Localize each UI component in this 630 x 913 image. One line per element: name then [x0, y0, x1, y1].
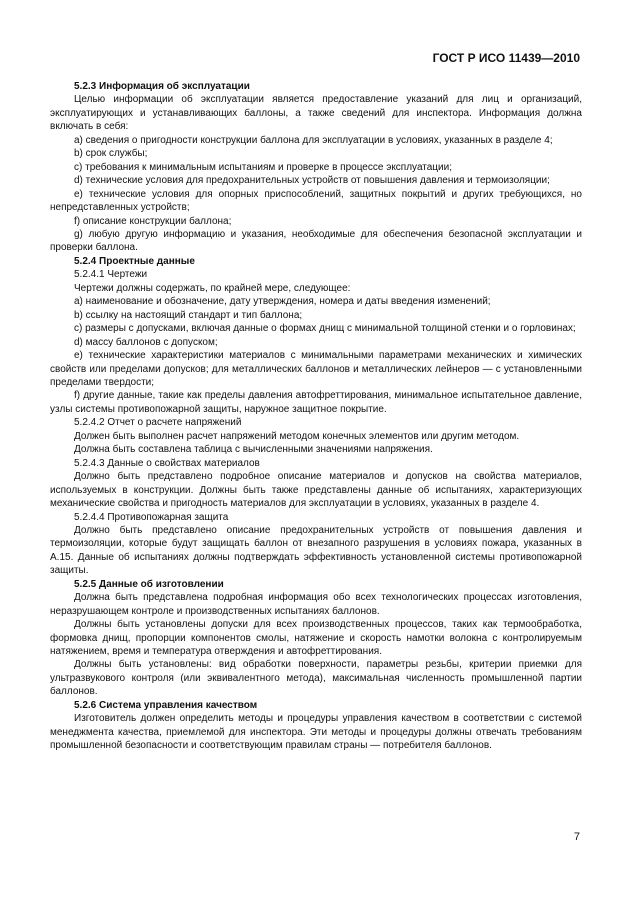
paragraph: Должны быть установлены допуски для всех производственных процессов, таких как термообработка, формовка днищ, пропорции компонентов смолы, натяжение и скорость намотки волокна с контролируемым натяжением, время и температура отверждения и автофреттирования. [50, 619, 582, 658]
paragraph: 5.2.4.3 Данные о свойствах материалов [74, 457, 260, 469]
section-heading: 5.2.6 Система управления качеством [74, 699, 258, 711]
paragraph: a) сведения о пригодности конструкции баллона для эксплуатации в условиях, указанных в разделе 4; [74, 134, 553, 146]
paragraph: 5.2.4.1 Чертежи [74, 269, 148, 281]
paragraph: 5.2.4.4 Противопожарная защита [74, 511, 229, 523]
paragraph: Изготовитель должен определить методы и процедуры управления качеством в соответствии с системой менеджмента качества, приемлемой для инспектора. Эти методы и процедуры должны отвечать требованиям промышленной безопасности и соответствующим правилам страны — потребителя баллонов. [50, 713, 582, 752]
section-heading: 5.2.5 Данные об изготовлении [74, 578, 224, 590]
paragraph: d) технические условия для предохранительных устройств от повышения давления и термоизоляции; [74, 175, 550, 187]
paragraph: Чертежи должны содержать, по крайней мере, следующее: [74, 282, 351, 294]
paragraph: Должна быть представлена подробная информация обо всех технологических процессах изготовления, неразрушающем контроле и производственных испытаниях баллонов. [50, 592, 582, 617]
paragraph: f) другие данные, такие как пределы давления автофреттирования, минимальное испытательное давление, узлы системы противопожарной защиты, наружное защитное покрытие. [50, 390, 582, 415]
document-body [50, 80, 582, 753]
document-header: ГОСТ Р ИСО 11439—2010 [432, 51, 580, 65]
paragraph: Должны быть установлены: вид обработки поверхности, параметры резьбы, критерии приемки для ультразвукового контроля (или эквивалентного метода), максимальная численность промышленной партии баллонов. [50, 659, 582, 698]
paragraph: a) наименование и обозначение, дату утверждения, номера и даты введения изменений; [74, 296, 491, 308]
paragraph: e) технические характеристики материалов с минимальными параметрами механических и химических свойств или пределами допусков; для металлических баллонов и металлических лейнеров — с установленными пределами твердости; [50, 350, 582, 388]
paragraph: e) технические условия для опорных приспособлений, защитных покрытий и других требующихся, но непредставленных устройств; [50, 188, 582, 214]
paragraph: c) размеры с допусками, включая данные о формах днищ с минимальной толщиной стенки и о горловинах; [74, 323, 576, 335]
page-number: 7 [573, 831, 580, 843]
paragraph: Должен быть выполнен расчет напряжений методом конечных элементов или другим методом. [74, 430, 520, 442]
paragraph: g) любую другую информацию и указания, необходимые для обеспечения безопасной эксплуатации и проверки баллона. [50, 228, 582, 254]
paragraph: Целью информации об эксплуатации является предоставление указаний для лиц и организаций, эксплуатирующих и устанавливающих баллоны, а также сведений для инспектора. Информация должна включать в себя: [50, 94, 582, 133]
paragraph: Должно быть представлено подробное описание материалов и допусков на свойства материалов, используемых в конструкции. Должны быть также представлены данные об испытаниях, характеризующих механические свойства и пригодность материалов для эксплуатации в условиях, указанных в разделе 4. [50, 471, 582, 510]
paragraph: b) ссылку на настоящий стандарт и тип баллона; [74, 309, 303, 321]
section-heading: 5.2.3 Информация об эксплуатации [74, 81, 250, 92]
paragraph: Должно быть представлено описание предохранительных устройств от повышения давления и термоизоляции, которые будут защищать баллон от внезапного разрушения в условиях пожара, указанных в А.15. Данные об испытаниях должны подтверждать эффективность установленной системы противопожарной защиты. [50, 524, 582, 577]
paragraph: 5.2.4.2 Отчет о расчете напряжений [74, 417, 242, 429]
paragraph: f) описание конструкции баллона; [74, 215, 232, 227]
paragraph: d) массу баллонов с допуском; [74, 336, 218, 348]
paragraph: Должна быть составлена таблица с вычисленными значениями напряжения. [74, 444, 433, 456]
paragraph: c) требования к минимальным испытаниям и проверке в процессе эксплуатации; [74, 161, 452, 173]
section-heading: 5.2.4 Проектные данные [74, 255, 195, 267]
paragraph: b) срок службы; [74, 148, 148, 160]
